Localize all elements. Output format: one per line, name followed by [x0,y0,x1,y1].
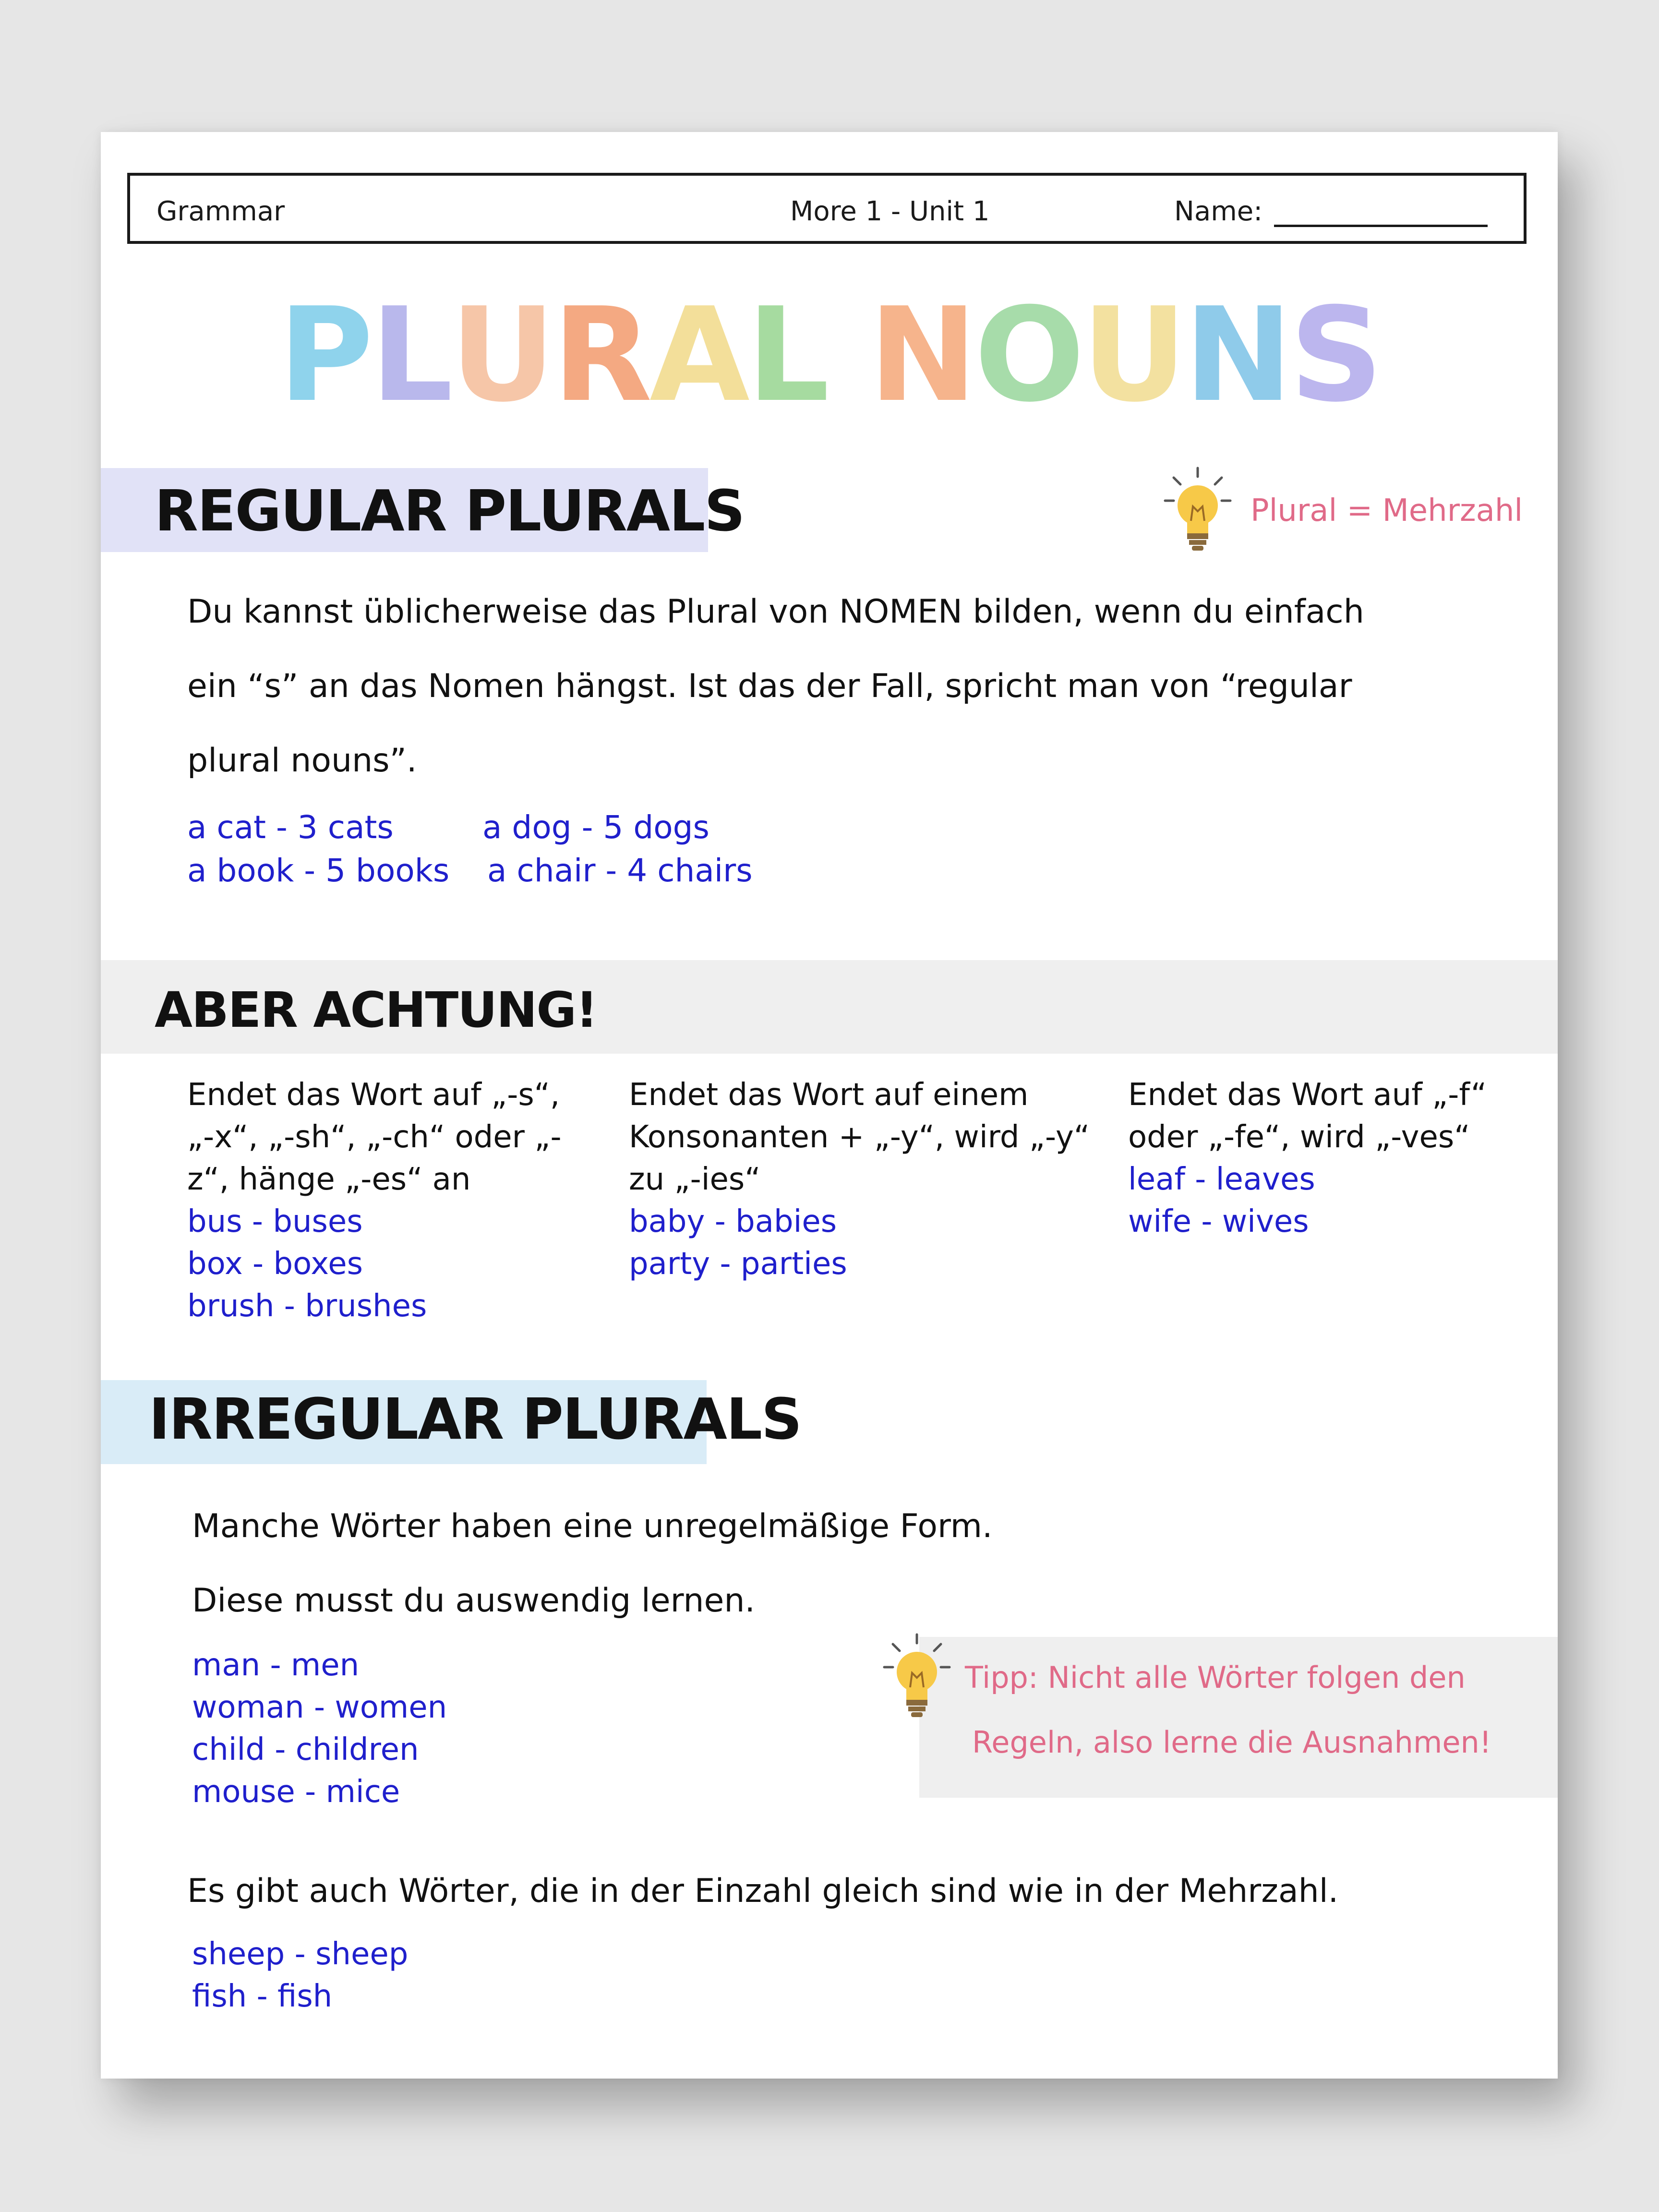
lightbulb-icon [878,1630,955,1726]
irregular-example: man - men [192,1647,360,1683]
rule-text: Endet das Wort auf einem [629,1077,1029,1113]
regular-example: a book - 5 books [187,852,450,889]
plural-tip: Plural = Mehrzahl [1250,493,1523,529]
rule-example: leaf - leaves [1128,1162,1315,1197]
regular-example: a dog - 5 dogs [482,809,709,846]
worksheet-header [127,173,1527,244]
rule-example: bus - buses [187,1204,363,1239]
title-letter [827,290,869,420]
irregular-text-line-2: Diese musst du auswendig lernen. [192,1582,756,1620]
rule-example: box - boxes [187,1246,363,1282]
same-form-text: Es gibt auch Wörter, die in der Einzahl gleich sind wie in der Mehrzahl. [187,1872,1339,1910]
irregular-text-line-1: Manche Wörter haben eine unregelmäßige Form. [192,1507,993,1545]
lightbulb-icon [1159,463,1236,559]
tip-text-line-2: Regeln, also lerne die Ausnahmen! [972,1725,1491,1760]
unit-label: More 1 - Unit 1 [790,196,990,227]
rule-text: Endet das Wort auf „-s“, [187,1077,560,1113]
rule-text: Konsonanten + „-y“, wird „-y“ [629,1119,1090,1155]
same-form-example: sheep - sheep [192,1936,409,1972]
title-letter: O [974,279,1082,431]
rule-example: party - parties [629,1246,847,1282]
regular-text-line-3: plural nouns”. [187,742,417,780]
rule-column-ies [629,1074,1090,1285]
title-letter: A [649,279,747,431]
rule-column-es [187,1074,562,1327]
irregular-example: child - children [192,1732,419,1767]
name-field [1174,196,1488,227]
same-form-examples [192,1933,408,2018]
same-form-example: fish - fish [192,1979,333,2014]
title-letter: L [746,279,827,431]
title-letter: N [868,279,974,431]
regular-text-line-2: ein “s” an das Nomen hängst. Ist das der Fall, spricht man von “regular [187,667,1352,705]
rule-text: z“, hänge „-es“ an [187,1162,471,1197]
rule-example: brush - brushes [187,1288,427,1324]
title-letter: L [370,279,450,431]
title-letter: N [1184,279,1290,431]
title-letter: R [553,279,649,431]
irregular-examples [192,1644,447,1813]
name-label: Name: [1174,196,1263,227]
rule-text: zu „-ies“ [629,1162,761,1197]
regular-text-line-1: Du kannst üblicherweise das Plural von NOMEN bilden, wenn du einfach [187,593,1364,631]
rule-example: baby - babies [629,1204,837,1239]
title-letter: S [1289,279,1381,431]
page-title [101,279,1558,431]
irregular-plurals-heading: IRREGULAR PLURALS [149,1386,802,1452]
regular-plurals-heading: REGULAR PLURALS [155,478,745,544]
rule-text: oder „-fe“, wird „-ves“ [1128,1119,1470,1155]
rule-column-ves [1128,1074,1487,1243]
subject-label: Grammar [156,196,285,227]
worksheet-page [101,132,1558,2079]
irregular-example: woman - women [192,1690,447,1725]
title-letter: U [450,279,553,431]
regular-example: a chair - 4 chairs [487,852,753,889]
tip-text-line-1: Tipp: Nicht alle Wörter folgen den [965,1660,1466,1695]
rule-example: wife - wives [1128,1204,1309,1239]
rule-text: „-x“, „-sh“, „-ch“ oder „- [187,1119,562,1155]
title-letter: U [1082,279,1184,431]
title-letter: P [278,279,371,431]
name-line [1274,201,1488,227]
regular-example: a cat - 3 cats [187,809,394,846]
irregular-example: mouse - mice [192,1774,400,1810]
rule-text: Endet das Wort auf „-f“ [1128,1077,1487,1113]
attention-heading: ABER ACHTUNG! [155,982,597,1039]
